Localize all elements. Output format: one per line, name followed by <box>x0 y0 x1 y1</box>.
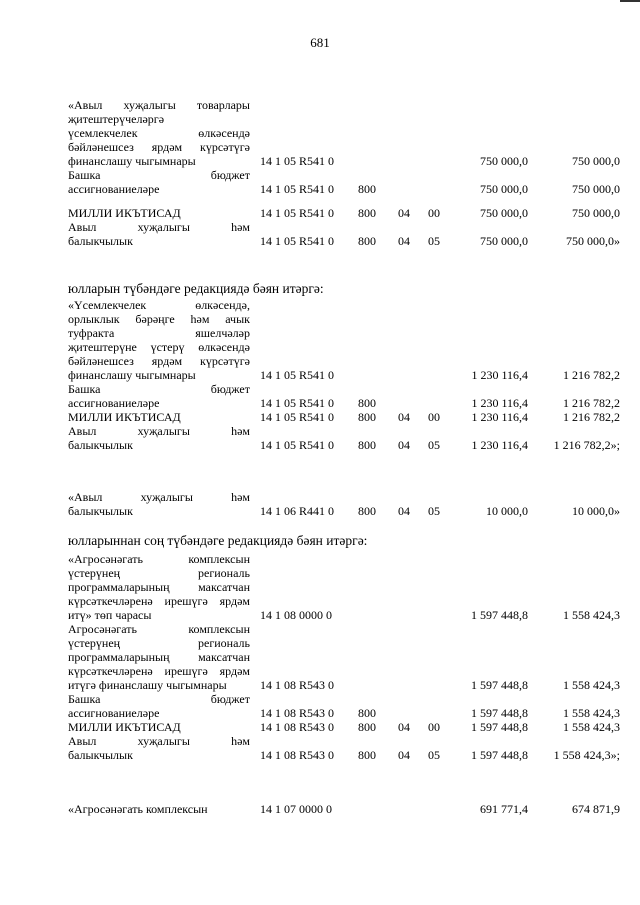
row-cells <box>0 206 640 220</box>
amount-year-1-cell: 750 000,0 <box>480 234 528 248</box>
row-label-line: Башка бюджет <box>68 382 250 396</box>
table-block-5 <box>0 802 640 816</box>
subsection-cell: 05 <box>428 748 440 762</box>
amount-year-2-cell: 750 000,0 <box>572 154 620 168</box>
budget-code-cell: 14 1 05 R541 0 <box>260 154 335 168</box>
section-heading-2: юлларыннан соң түбәндәге редакциядә бәян итәргә: <box>68 533 368 548</box>
row-label-line: балыкчылык <box>68 748 133 762</box>
budget-code-cell: 14 1 08 R543 0 <box>260 748 335 762</box>
row-label-line: Башка бюджет <box>68 168 250 182</box>
budget-code-cell: 14 1 05 R541 0 <box>260 234 335 248</box>
row-label-line: балыкчылык <box>68 438 133 452</box>
row-label-line: Башка бюджет <box>68 692 250 706</box>
subsection-cell: 00 <box>428 206 440 220</box>
table-row <box>0 220 640 248</box>
row-label-line: үстерүнең региональ <box>68 566 250 580</box>
section-cell: 04 <box>398 206 410 220</box>
row-label-line: күрсәткечләренә ирешүгә ярдәм <box>68 594 250 608</box>
amount-year-1-cell: 1 230 116,4 <box>471 368 528 382</box>
row-label-line: ассигнованиеләре <box>68 396 160 410</box>
row-spacer <box>0 196 640 206</box>
table-block-1 <box>0 98 640 248</box>
row-label-line: балыкчылык <box>68 504 133 518</box>
budget-code-cell: 14 1 05 R541 0 <box>260 410 335 424</box>
amount-year-2-cell: 1 216 782,2 <box>563 396 620 410</box>
row-cells <box>0 234 640 248</box>
expense-type-cell: 800 <box>358 206 376 220</box>
table-row <box>0 382 640 410</box>
budget-code-cell: 14 1 05 R541 0 <box>260 206 335 220</box>
expense-type-cell: 800 <box>358 504 376 518</box>
row-label-line: «Агросәнәгать комплексын <box>68 802 208 816</box>
expense-type-cell: 800 <box>358 396 376 410</box>
table-block-3 <box>0 490 640 518</box>
expense-type-cell: 800 <box>358 748 376 762</box>
budget-code-cell: 14 1 05 R541 0 <box>260 438 335 452</box>
table-row <box>0 424 640 452</box>
section-cell: 04 <box>398 504 410 518</box>
table-row <box>0 98 640 168</box>
row-label-line: МИЛЛИ ИКЪТИСАД <box>68 410 181 424</box>
amount-year-1-cell: 750 000,0 <box>480 182 528 196</box>
row-label-line: Авыл хуҗалыгы һәм <box>68 220 250 234</box>
row-label-line: «Авыл хуҗалыгы һәм <box>68 490 250 504</box>
row-label-line: ассигнованиеләре <box>68 706 160 720</box>
table-row <box>0 206 640 220</box>
amount-year-1-cell: 1 597 448,8 <box>471 608 528 622</box>
amount-year-1-cell: 750 000,0 <box>480 206 528 220</box>
subsection-cell: 05 <box>428 504 440 518</box>
expense-type-cell: 800 <box>358 706 376 720</box>
row-label-line: орлыклык бәрәңге һәм ачык <box>68 312 250 326</box>
section-heading-1: юлларын түбәндәге редакциядә бәян итәргә: <box>68 281 324 296</box>
budget-code-cell: 14 1 08 R543 0 <box>260 706 335 720</box>
table-row <box>0 622 640 692</box>
amount-year-2-cell: 1 216 782,2 <box>563 410 620 424</box>
row-label-line: ассигнованиеләре <box>68 182 160 196</box>
amount-year-2-cell: 1 558 424,3 <box>563 678 620 692</box>
row-cells <box>0 368 640 382</box>
budget-code-cell: 14 1 08 R543 0 <box>260 678 335 692</box>
budget-code-cell: 14 1 08 0000 0 <box>260 608 332 622</box>
amount-year-1-cell: 1 597 448,8 <box>471 748 528 762</box>
row-cells <box>0 706 640 720</box>
row-label-line: балыкчылык <box>68 234 133 248</box>
table-row <box>0 692 640 720</box>
budget-code-cell: 14 1 05 R541 0 <box>260 396 335 410</box>
row-label-line: программаларының максатчан <box>68 580 250 594</box>
row-label-line: үстерүнең региональ <box>68 636 250 650</box>
subsection-cell: 00 <box>428 410 440 424</box>
amount-year-1-cell: 1 597 448,8 <box>471 678 528 692</box>
subsection-cell: 05 <box>428 438 440 452</box>
row-label-line: җитештерүне үстерү өлкәсендә <box>68 340 250 354</box>
amount-year-2-cell: 1 558 424,3»; <box>553 748 620 762</box>
expense-type-cell: 800 <box>358 720 376 734</box>
row-label-line: бәйләнешсез ярдәм күрсәтүгә <box>68 354 250 368</box>
row-label-line: финанслашу чыгымнары <box>68 368 196 382</box>
budget-code-cell: 14 1 08 R543 0 <box>260 720 335 734</box>
section-cell: 04 <box>398 438 410 452</box>
row-cells <box>0 802 640 816</box>
table-row <box>0 490 640 518</box>
row-label-line: бәйләнешсез ярдәм күрсәтүгә <box>68 140 250 154</box>
page-number: 681 <box>310 35 330 50</box>
row-cells <box>0 396 640 410</box>
table-row <box>0 720 640 734</box>
amount-year-1-cell: 750 000,0 <box>480 154 528 168</box>
section-cell: 04 <box>398 234 410 248</box>
amount-year-2-cell: 1 216 782,2 <box>563 368 620 382</box>
row-label-line: финанслашу чыгымнары <box>68 154 196 168</box>
row-label-line: Агросәнәгать комплексын <box>68 622 250 636</box>
amount-year-1-cell: 10 000,0 <box>486 504 528 518</box>
amount-year-2-cell: 674 871,9 <box>572 802 620 816</box>
table-row <box>0 168 640 196</box>
subsection-cell: 05 <box>428 234 440 248</box>
row-label-line: «Авыл хуҗалыгы товарлары <box>68 98 250 112</box>
table-block-4 <box>0 552 640 762</box>
amount-year-2-cell: 10 000,0» <box>572 504 620 518</box>
row-label-line: программаларының максатчан <box>68 650 250 664</box>
section-cell: 04 <box>398 410 410 424</box>
row-label-line: МИЛЛИ ИКЪТИСАД <box>68 720 181 734</box>
row-label-line: итү» төп чарасы <box>68 608 152 622</box>
expense-type-cell: 800 <box>358 182 376 196</box>
row-label-line: туфракта яшелчәләр <box>68 326 250 340</box>
row-cells <box>0 504 640 518</box>
amount-year-1-cell: 1 230 116,4 <box>471 438 528 452</box>
amount-year-1-cell: 1 597 448,8 <box>471 706 528 720</box>
expense-type-cell: 800 <box>358 410 376 424</box>
row-cells <box>0 182 640 196</box>
amount-year-1-cell: 1 597 448,8 <box>471 720 528 734</box>
amount-year-1-cell: 1 230 116,4 <box>471 410 528 424</box>
section-cell: 04 <box>398 748 410 762</box>
amount-year-2-cell: 750 000,0 <box>572 206 620 220</box>
budget-code-cell: 14 1 05 R541 0 <box>260 368 335 382</box>
amount-year-2-cell: 1 558 424,3 <box>563 706 620 720</box>
row-label-line: Авыл хуҗалыгы һәм <box>68 734 250 748</box>
table-row <box>0 802 640 816</box>
amount-year-2-cell: 1 558 424,3 <box>563 608 620 622</box>
amount-year-2-cell: 1 558 424,3 <box>563 720 620 734</box>
table-row <box>0 410 640 424</box>
row-label-line: «Агросәнәгать комплексын <box>68 552 250 566</box>
row-cells <box>0 678 640 692</box>
row-label-line: җитештерүчеләргә <box>68 112 165 126</box>
budget-code-cell: 14 1 05 R541 0 <box>260 182 335 196</box>
table-row <box>0 298 640 382</box>
row-label-line: МИЛЛИ ИКЪТИСАД <box>68 206 181 220</box>
amount-year-2-cell: 750 000,0» <box>566 234 620 248</box>
row-label-line: итүгә финанслашу чыгымнары <box>68 678 227 692</box>
table-block-2 <box>0 298 640 452</box>
amount-year-1-cell: 1 230 116,4 <box>471 396 528 410</box>
row-label-line: Авыл хуҗалыгы һәм <box>68 424 250 438</box>
row-cells <box>0 410 640 424</box>
row-cells <box>0 154 640 168</box>
table-row <box>0 734 640 762</box>
budget-code-cell: 14 1 07 0000 0 <box>260 802 332 816</box>
row-label-line: үсемлекчелек өлкәсендә <box>68 126 250 140</box>
subsection-cell: 00 <box>428 720 440 734</box>
row-cells <box>0 720 640 734</box>
top-edge-mark <box>620 0 640 2</box>
budget-code-cell: 14 1 06 R441 0 <box>260 504 335 518</box>
expense-type-cell: 800 <box>358 438 376 452</box>
row-label-line: күрсәткечләренә ирешүгә ярдәм <box>68 664 250 678</box>
row-cells <box>0 748 640 762</box>
amount-year-2-cell: 1 216 782,2»; <box>553 438 620 452</box>
amount-year-2-cell: 750 000,0 <box>572 182 620 196</box>
row-cells <box>0 438 640 452</box>
section-cell: 04 <box>398 720 410 734</box>
row-label-line: «Үсемлекчелек өлкәсендә, <box>68 298 250 312</box>
table-row <box>0 552 640 622</box>
expense-type-cell: 800 <box>358 234 376 248</box>
row-cells <box>0 608 640 622</box>
amount-year-1-cell: 691 771,4 <box>480 802 528 816</box>
